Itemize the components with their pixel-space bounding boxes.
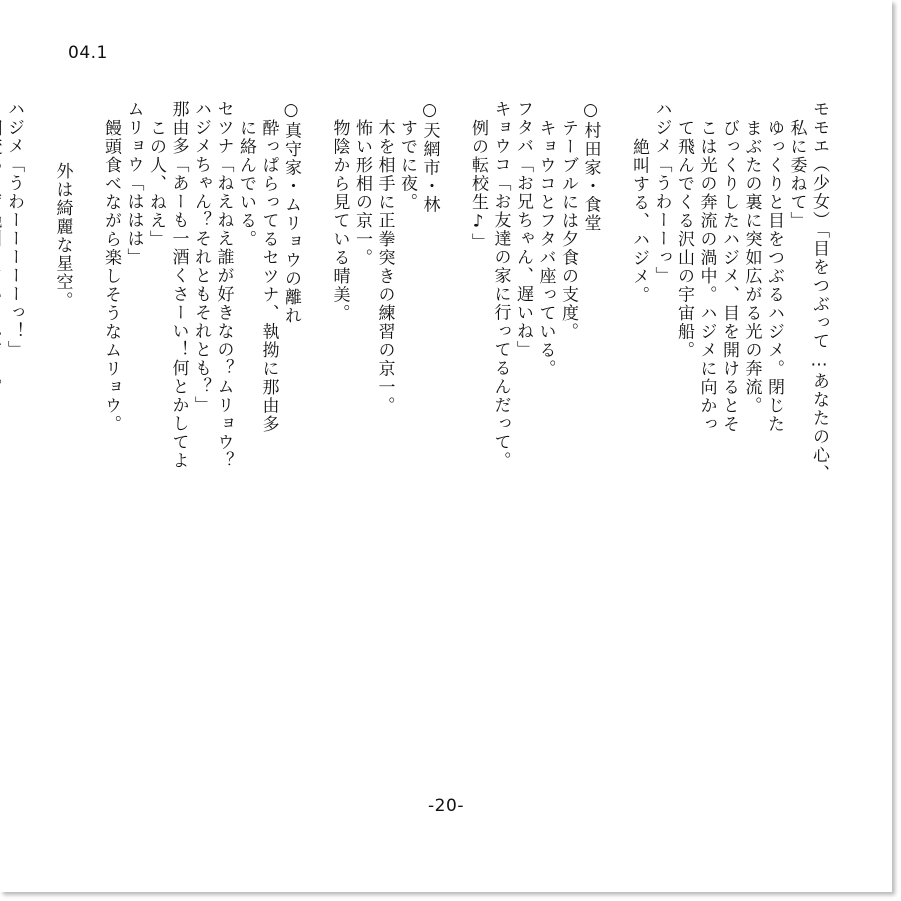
dialogue-line: モモエ（少女）「目をつぶって…あなたの心、 bbox=[809, 100, 829, 483]
dialogue-line: ハジメ「うわーーーーーっ！」 bbox=[4, 100, 24, 359]
dialogue-line: フタバ「お兄ちゃん、遅いね」 bbox=[513, 100, 533, 359]
scene-heading: ○真守家・ムリョウの離れ bbox=[281, 100, 301, 325]
dialogue-line: この人、ねえ」 bbox=[146, 119, 166, 249]
scene-heading: ○村田家・食堂 bbox=[580, 100, 601, 233]
action-line: びっくりしたハジメ、目を開けるとそ bbox=[719, 119, 739, 434]
action-line: 外は綺麗な星空。 bbox=[52, 162, 73, 310]
dialogue-line: 例の転校生♪」 bbox=[468, 119, 488, 252]
action-line: 怖い形相の京一。 bbox=[352, 119, 372, 267]
action-line: 酔っぱらってるセツナ、執拗に那由多 bbox=[258, 119, 279, 434]
script-body bbox=[0, 100, 830, 483]
dialogue-line: セツナ「ねえねえ誰が好きなの？ムリョウ？ bbox=[213, 100, 234, 470]
scene-heading: ○天網市・林 bbox=[419, 100, 440, 214]
action-line: て飛んでくる沢山の宇宙船。 bbox=[674, 119, 694, 360]
action-line: 木を相手に正拳突きの練習の京一。 bbox=[374, 119, 395, 415]
action-line: テーブルには夕食の支度。 bbox=[558, 119, 578, 341]
action-line: 饅頭食べながら楽しそうなムリョウ。 bbox=[101, 119, 121, 434]
action-line bbox=[0, 100, 3, 480]
action-line: 物陰から見ている晴美。 bbox=[329, 119, 350, 323]
dialogue-line: ハジメちゃん？それともそれとも？」 bbox=[191, 100, 211, 415]
dialogue-line: キョウコ「お友達の家に行ってるんだって。 bbox=[490, 100, 511, 470]
dialogue-line: ハジメ「うわーーっ」 bbox=[651, 100, 672, 285]
action-line: まぶたの裏に突如広がる光の奔流。 bbox=[741, 119, 762, 415]
dialogue-line: 那由多「あーも一酒くさーい！何とかしてよ bbox=[168, 100, 189, 470]
dialogue-line: 私に委ねて」 bbox=[786, 119, 807, 230]
page-number: -20- bbox=[428, 796, 464, 816]
dialogue-line: ムリョウ「ははは」 bbox=[123, 100, 144, 267]
scene-number: 04.1 bbox=[68, 43, 108, 63]
action-line: ゆっくりと目をつぶるハジメ。閉じた bbox=[764, 119, 784, 434]
action-line: に絡んでいる。 bbox=[236, 119, 256, 249]
action-line: こは光の奔流の渦中。ハジメに向かっ bbox=[696, 119, 717, 434]
action-line: すでに夜。 bbox=[397, 119, 417, 212]
action-line: 絶叫する、ハジメ。 bbox=[629, 138, 649, 305]
action-line: キョウコとフタバ座っている。 bbox=[535, 119, 556, 378]
